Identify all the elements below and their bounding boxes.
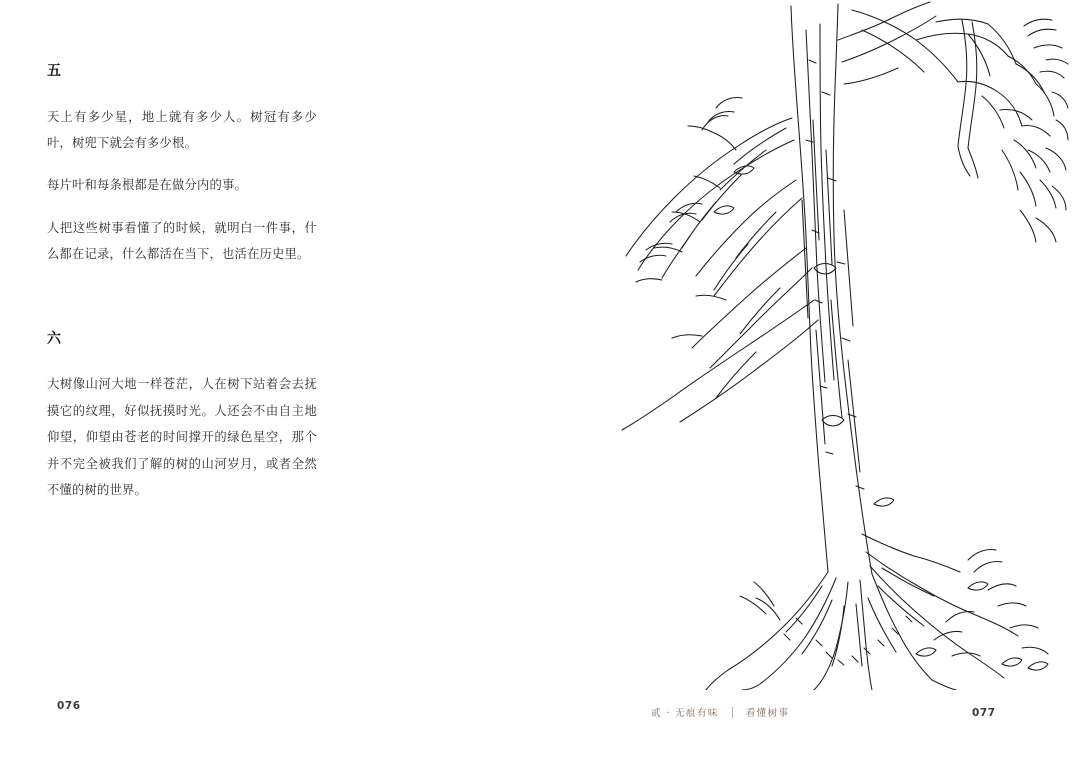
running-head-chapter: 贰 · 无痕有味 — [651, 708, 719, 719]
left-page-text-column — [47, 62, 317, 504]
running-head-divider — [732, 707, 733, 718]
running-head — [651, 705, 789, 719]
paragraph-5-3: 人把这些树事看懂了的时候，就明白一件事，什么都在记录，什么都活在当下，也活在历史里。 — [47, 220, 317, 262]
page-number-left: 076 — [57, 700, 81, 712]
paragraph-5-2: 每片叶和每条根都是在做分内的事。 — [47, 178, 247, 193]
right-page — [536, 0, 1072, 770]
paragraph-5-1: 天上有多少星，地上就有多少人。树冠有多少叶，树兜下就会有多少根。 — [47, 109, 317, 151]
section-number-five: 五 — [47, 63, 62, 79]
paragraph-6-1: 大树像山河大地一样苍茫，人在树下站着会去抚摸它的纹理，好似抚摸时光。人还会不由自主地仰望，仰望由苍老的时间撑开的绿色星空，那个并不完全被我们了解的树的山河岁月，或者全然不懂的树的世界。 — [47, 377, 317, 498]
section-number-six: 六 — [47, 330, 62, 347]
page-number-right: 077 — [972, 707, 996, 719]
running-head-title: 看懂树事 — [745, 708, 790, 719]
tree-illustration — [616, 0, 1072, 690]
tree-line-drawing-svg — [616, 0, 1072, 690]
